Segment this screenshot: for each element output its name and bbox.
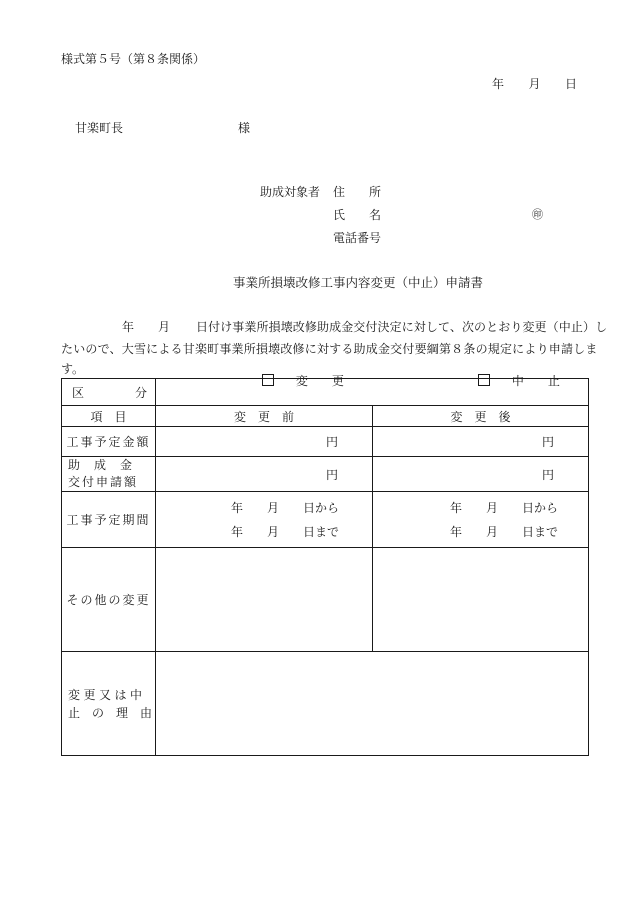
header-after: 変 更 後 <box>373 406 589 427</box>
kubun-options-cell <box>156 374 589 406</box>
reason-row <box>62 652 589 756</box>
period-after-from-month: 月 <box>485 500 498 515</box>
reason-label-line-2: 止 の 理 由 <box>68 705 153 720</box>
period-after-from: 日から <box>521 500 558 515</box>
subsidy-label-cell <box>62 457 156 492</box>
kubun-char-1: 区 <box>72 385 85 400</box>
kubun-char-2: 分 <box>134 385 147 400</box>
seal-mark: ㊞ <box>532 208 543 221</box>
body-month: 月 <box>158 320 171 334</box>
period-before-until-month: 月 <box>266 524 279 539</box>
other-after-field[interactable] <box>373 548 589 652</box>
reason-field[interactable] <box>156 652 589 756</box>
body-line-1: 日付け事業所損壊改修助成金交付決定に対して、次のとおり変更（中止）し <box>196 320 608 334</box>
period-before-field[interactable] <box>156 492 373 548</box>
form-number: 様式第５号（第８条関係） <box>61 52 206 66</box>
cost-row <box>62 427 589 457</box>
period-before-until: 日まで <box>302 524 339 539</box>
period-before-until-year: 年 <box>231 524 244 539</box>
addressee-name: 甘楽町長 <box>75 121 124 135</box>
cancel-checkbox-icon[interactable] <box>478 374 490 386</box>
change-option-label: 変 更 <box>295 374 344 388</box>
subsidy-after-field[interactable] <box>373 457 589 492</box>
subsidy-label-line-2: 交付申請額 <box>68 475 139 489</box>
address-label: 住 所 <box>333 185 382 199</box>
cost-after-field[interactable] <box>373 427 589 457</box>
subsidy-row <box>62 457 589 492</box>
subsidy-after-yen: 円 <box>541 467 554 482</box>
change-form-table <box>61 374 589 756</box>
period-before-from-month: 月 <box>266 500 279 515</box>
cost-label: 工事予定金額 <box>62 427 156 457</box>
change-option[interactable] <box>262 372 344 389</box>
kubun-label-cell <box>62 379 156 406</box>
applicant-heading: 助成対象者 <box>260 185 321 199</box>
document-title: 事業所損壊改修工事内容変更（中止）申請書 <box>233 275 484 290</box>
period-row <box>62 492 589 548</box>
period-label: 工事予定期間 <box>62 492 156 548</box>
body-line-2: たいので、大雪による甘楽町事業所損壊改修に対する助成金交付要綱第８条の規定により申請しま <box>61 342 598 356</box>
reason-label-cell <box>62 652 156 756</box>
date-month: 月 <box>528 77 541 91</box>
name-label: 氏 名 <box>333 208 382 222</box>
date-year: 年 <box>492 77 505 91</box>
period-after-until: 日まで <box>521 524 558 539</box>
phone-label: 電話番号 <box>333 231 382 245</box>
addressee-honorific: 様 <box>238 121 251 135</box>
period-before-from: 日から <box>302 500 339 515</box>
period-before-from-year: 年 <box>231 500 244 515</box>
kubun-row <box>62 379 589 406</box>
period-after-from-year: 年 <box>450 500 463 515</box>
cost-after-yen: 円 <box>541 435 554 449</box>
change-checkbox-icon[interactable] <box>262 374 274 386</box>
header-before: 変 更 前 <box>156 406 373 427</box>
cancel-option[interactable] <box>478 372 560 389</box>
cancel-option-label: 中 止 <box>511 374 560 388</box>
reason-label-line-1: 変更又は中 <box>68 687 146 702</box>
header-item: 項 目 <box>62 406 156 427</box>
date-day: 日 <box>564 77 577 91</box>
other-before-field[interactable] <box>156 548 373 652</box>
period-after-until-month: 月 <box>485 524 498 539</box>
cost-before-field[interactable] <box>156 427 373 457</box>
other-row <box>62 548 589 652</box>
cost-before-yen: 円 <box>325 435 338 449</box>
subsidy-label-line-1: 助 成 金 <box>68 458 134 472</box>
period-after-field[interactable] <box>373 492 589 548</box>
date-line <box>492 75 577 92</box>
body-line-3: す。 <box>61 362 85 376</box>
period-after-until-year: 年 <box>450 524 463 539</box>
subsidy-before-yen: 円 <box>325 467 338 482</box>
other-label: その他の変更 <box>62 548 156 652</box>
subsidy-before-field[interactable] <box>156 457 373 492</box>
body-year: 年 <box>122 320 135 334</box>
header-row <box>62 406 589 427</box>
